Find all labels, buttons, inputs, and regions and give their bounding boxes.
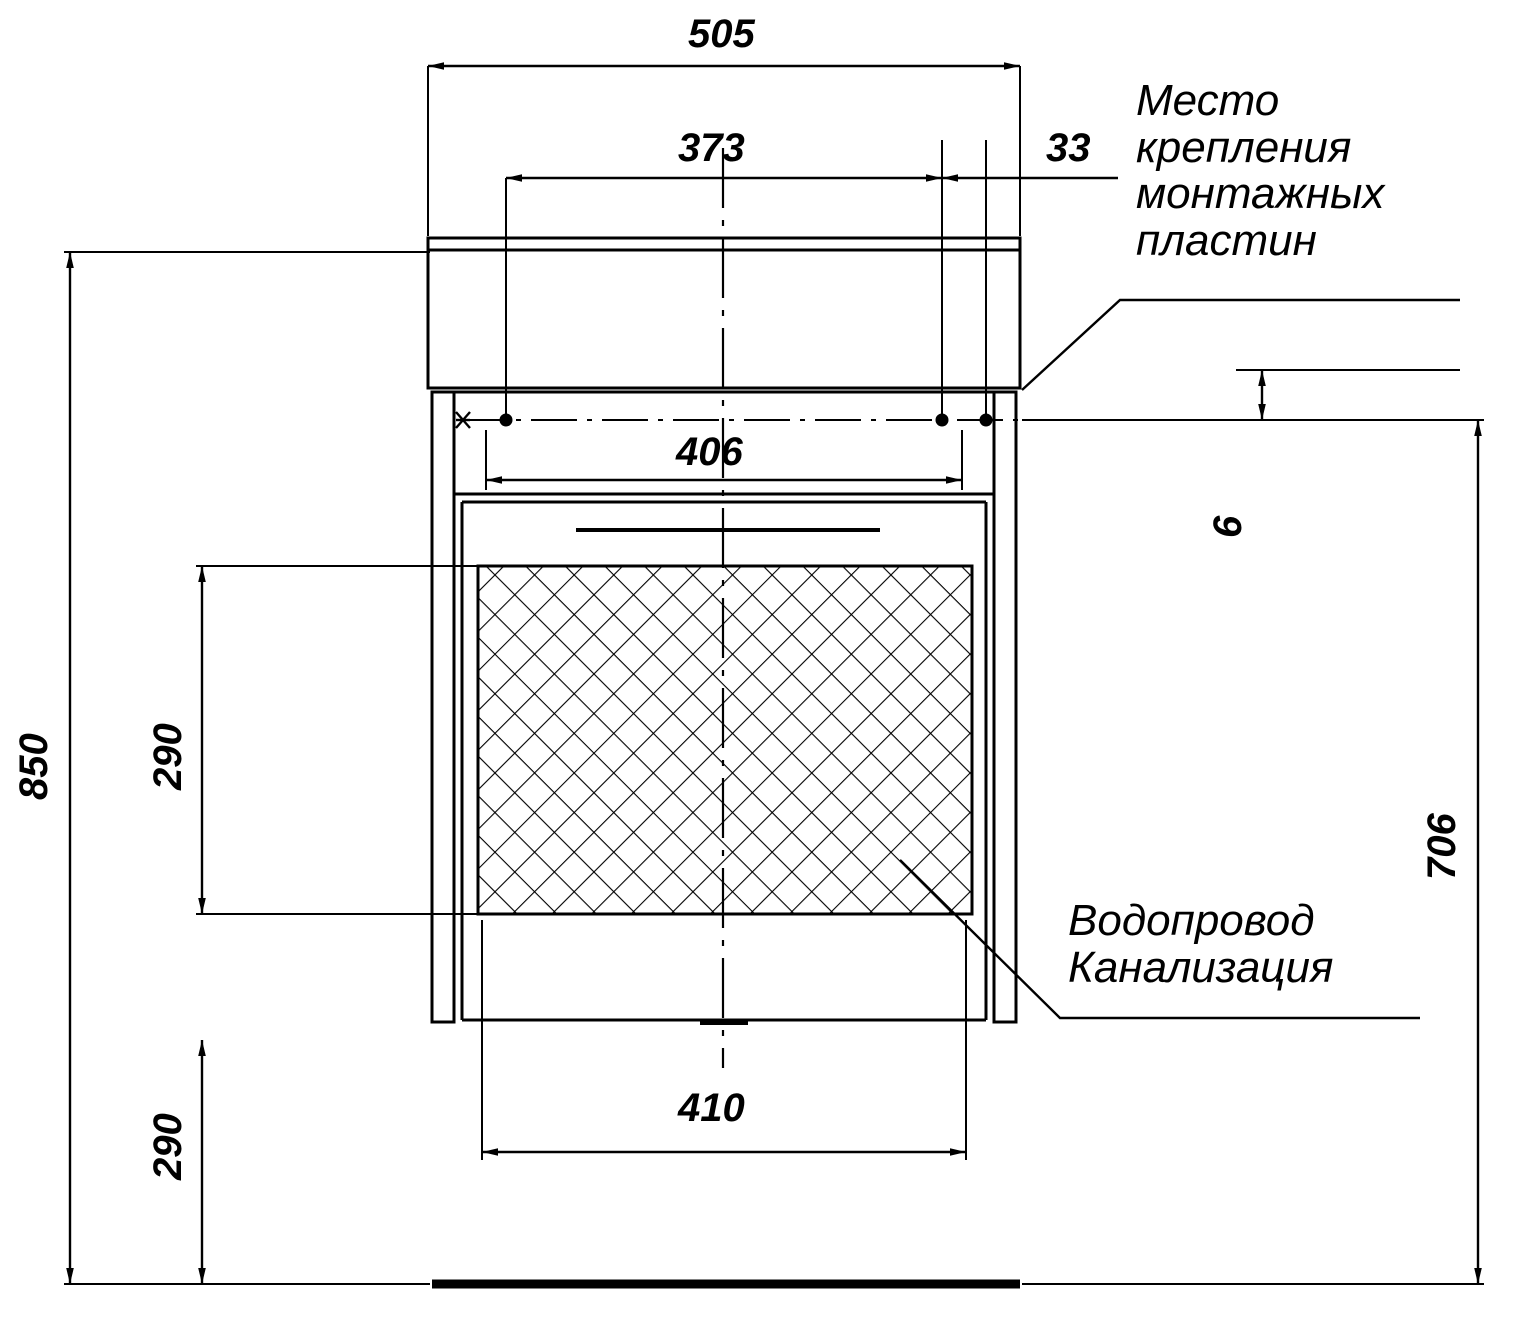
dim-label-406: 406 <box>676 430 743 474</box>
dim-label-410: 410 <box>678 1086 745 1130</box>
dim-label-373: 373 <box>678 126 745 170</box>
dim-label-850: 850 <box>12 733 56 800</box>
mount-plates-note <box>1136 78 1384 265</box>
plumbing-note <box>1068 898 1333 991</box>
plumbing-note-line-2: Канализация <box>1068 942 1334 992</box>
cabinet-right-panel <box>994 392 1016 1022</box>
dim-label-706: 706 <box>1420 813 1464 880</box>
plumbing-zone-hatch <box>478 566 972 914</box>
mount-plates-note-line-4: пластин <box>1136 215 1317 265</box>
dim-label-33: 33 <box>1046 126 1091 170</box>
mount-plates-note-line-1: Место <box>1136 76 1280 125</box>
mount-plates-note-line-3: монтажных <box>1136 169 1385 219</box>
leader-mount-plates <box>1022 300 1460 390</box>
cabinet-left-panel <box>432 392 454 1022</box>
dim-label-290-upper: 290 <box>146 723 190 790</box>
dim-label-290-lower: 290 <box>146 1113 190 1180</box>
plumbing-note-line-1: Водопровод <box>1068 896 1315 945</box>
mount-plates-note-line-2: крепления <box>1136 122 1352 172</box>
dim-label-505: 505 <box>688 12 755 56</box>
dim-label-6: 6 <box>1206 515 1250 538</box>
